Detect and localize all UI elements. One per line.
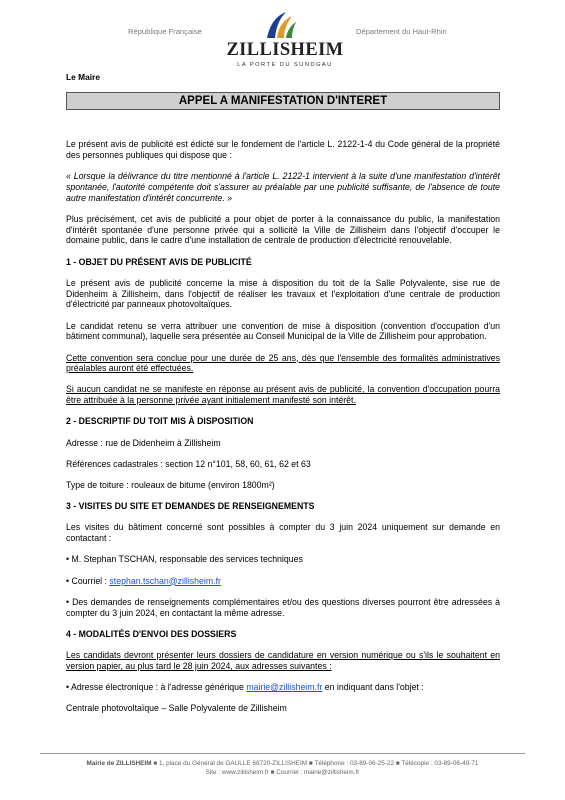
contact-person: • M. Stephan TSCHAN, responsable des services techniques: [66, 554, 303, 565]
mairie-email-link[interactable]: mairie@zillisheim.fr: [246, 681, 323, 692]
section4-heading: 4 - MODALITÉS D'ENVOI DES DOSSIERS: [66, 628, 237, 639]
contact-email-link[interactable]: stephan.tschan@zillisheim.fr: [109, 575, 221, 586]
section1-no-candidate-paragraph: Si aucun candidat ne se manifeste en réponse au présent avis de publicité, la convention d'occupation pourra être attribuée à la personne privée ayant initialement manifesté son intérêt.: [66, 384, 500, 406]
footer-web-line: [40, 769, 525, 776]
section1-heading: 1 - OBJET DU PRÉSENT AVIS DE PUBLICITÉ: [66, 256, 252, 267]
footer-site: Site : www.zillisheim.fr: [205, 769, 269, 776]
footer-address: 1, place du Général de GAULLE 68720-ZILLISHEIM: [158, 760, 308, 767]
footer-bullet-icon: ■: [153, 760, 158, 767]
intro-detail-paragraph: Plus précisément, cet avis de publicité a pour objet de porter à la connaissance du public, la manifestation d'intérêt spontanée d'une personne privée qui a sollicité la Ville de Zillisheim dans l'objectif d'occuper le domaine public, dans le cadre d'une installation de centrale de production d'électricité renouvelable.: [66, 213, 500, 246]
document-title: APPEL A MANIFESTATION D'INTERET: [66, 92, 500, 110]
electronic-address-suffix: en indiquant dans l'objet :: [322, 681, 424, 692]
section3-heading: 3 - VISITES DU SITE ET DEMANDES DE RENSEIGNEMENTS: [66, 501, 315, 512]
section3-info-paragraph: • Des demandes de renseignements complémentaires et/ou des questions diverses pourront être adressées à compter du 3 juin 2024, en contactant la même adresse.: [66, 596, 500, 618]
sender-label: Le Maire: [66, 72, 100, 82]
town-tagline: LA PORTE DU SUNDGAU: [237, 62, 333, 68]
section1-duration-paragraph: Cette convention sera conclue pour une durée de 25 ans, dès que l'ensemble des formalités administratives préalables auront été effectuées.: [66, 352, 500, 374]
header-department: Département du Haut-Rhin: [356, 27, 447, 36]
section2-heading: 2 - DESCRIPTIF DU TOIT MIS À DISPOSITION: [66, 416, 254, 427]
section1-paragraph: Le présent avis de publicité concerne la mise à disposition du toit de la Salle Polyvalente, sise rue de Didenheim à Zillisheim, dans l'objectif de réaliser les travaux et l'exploitation d'une centrale de production d'électricité par panneaux photovoltaïques.: [66, 277, 500, 310]
contact-email-label: • Courriel :: [66, 575, 110, 586]
legal-quote: « Lorsque la délivrance du titre mentionné à l'article L. 2122-1 intervient à la suite d'une manifestation d'intérêt spontanée, l'autorité compétente doit s'assurer au préalable par une publicité suffisante, de l'absence de toute autre manifestation d'intérêt concurrente. »: [66, 170, 500, 203]
document-body: [66, 139, 500, 724]
email-object-line: Centrale photovoltaïque – Salle Polyvalente de Zillisheim: [66, 703, 287, 714]
roof-cadastre: Références cadastrales : section 12 n°101, 58, 60, 61, 62 et 63: [66, 458, 311, 469]
town-logo-icon: [264, 10, 298, 40]
footer-divider: [40, 753, 525, 754]
footer-fax: Télécopie : 03-89-06-49-71: [401, 760, 479, 767]
electronic-address-prefix: • Adresse électronique : à l'adresse générique: [66, 681, 247, 692]
footer-email: Courriel : mairie@zillisheim.fr: [276, 769, 360, 776]
section1-convention-paragraph: Le candidat retenu se verra attribuer une convention de mise à disposition (convention d'occupation d'un bâtiment communal), laquelle sera présentée au Conseil Municipal de la Ville de Zillisheim pour approbation.: [66, 320, 500, 342]
contact-email-line: [66, 576, 500, 587]
header-republic: République Française: [128, 27, 202, 36]
footer-bullet-icon: ■: [270, 769, 275, 776]
roof-type: Type de toiture : rouleaux de bitume (environ 1800m²): [66, 480, 275, 491]
section4-deadline-paragraph: Les candidats devront présenter leurs dossiers de candidature en version numérique ou s'ils le souhaitent en version papier, au plus tard le 28 juin 2024, aux adresses suivantes :: [66, 649, 500, 671]
electronic-address-line: [66, 682, 500, 693]
footer-bullet-icon: ■: [308, 760, 313, 767]
footer-phone: Téléphone : 03-89-06-25-22: [314, 760, 395, 767]
footer-mairie: Mairie de ZILLISHEIM: [86, 760, 152, 767]
section3-paragraph: Les visites du bâtiment concerné sont possibles à compter du 3 juin 2024 uniquement sur demande en contactant :: [66, 522, 500, 544]
town-name: ZILLISHEIM: [226, 40, 344, 60]
roof-address: Adresse : rue de Didenheim à Zillisheim: [66, 437, 221, 448]
footer-contact-line: [40, 760, 525, 767]
footer-bullet-icon: ■: [395, 760, 400, 767]
intro-paragraph: Le présent avis de publicité est édicté sur le fondement de l'article L. 2122-1-4 du Code général de la propriété des personnes publiques qui dispose que :: [66, 139, 500, 160]
